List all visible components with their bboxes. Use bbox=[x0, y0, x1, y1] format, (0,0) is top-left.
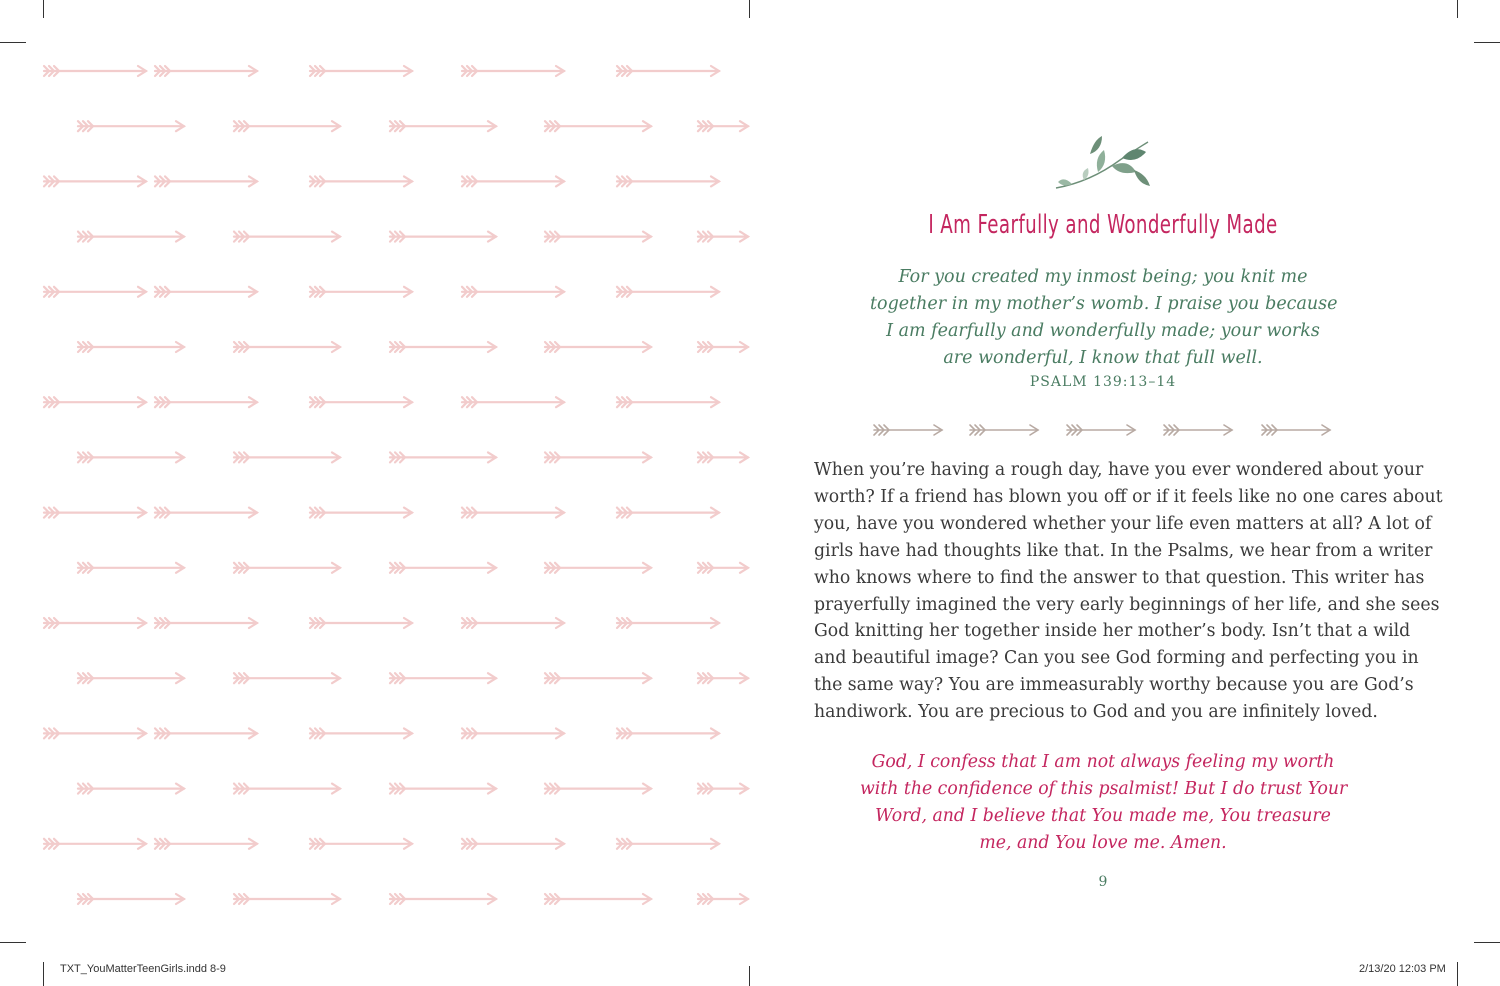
pattern-arrow bbox=[155, 728, 257, 738]
pattern-arrow bbox=[617, 397, 719, 407]
pattern-arrow bbox=[44, 397, 146, 407]
pattern-arrow bbox=[234, 563, 340, 573]
divider-arrow bbox=[874, 425, 942, 435]
pattern-arrow bbox=[155, 287, 257, 297]
body-line: God knitting her together inside her mother’s body. Isn’t that a wild bbox=[814, 621, 1411, 642]
leaf-sprig-icon bbox=[1050, 130, 1160, 200]
body-line: and beautiful image? Can you see God forming and perfecting you in bbox=[814, 648, 1419, 669]
body-line: handiwork. You are precious to God and you are infinitely loved. bbox=[814, 702, 1378, 723]
pattern-arrow bbox=[234, 673, 340, 683]
pattern-arrow bbox=[390, 673, 496, 683]
pattern-arrow bbox=[155, 397, 257, 407]
pattern-arrow bbox=[155, 176, 257, 186]
pattern-arrow bbox=[310, 66, 412, 76]
pattern-arrow bbox=[617, 176, 719, 186]
pattern-arrow bbox=[78, 121, 184, 131]
page-number: 9 bbox=[1098, 874, 1108, 890]
pattern-arrow bbox=[698, 232, 748, 242]
pattern-arrow bbox=[310, 618, 412, 628]
right-page bbox=[750, 0, 1500, 986]
divider-arrow bbox=[970, 425, 1038, 435]
pattern-arrow bbox=[310, 287, 412, 297]
pattern-arrow bbox=[462, 287, 564, 297]
pattern-arrow bbox=[545, 563, 651, 573]
pattern-arrow bbox=[155, 839, 257, 849]
pattern-arrow bbox=[234, 121, 340, 131]
pattern-arrow bbox=[698, 784, 748, 794]
pattern-arrow bbox=[617, 66, 719, 76]
pattern-arrow bbox=[310, 728, 412, 738]
slug-filename: TXT_YouMatterTeenGirls.indd 8-9 bbox=[60, 963, 226, 975]
divider-arrow bbox=[1067, 425, 1135, 435]
pattern-arrow bbox=[310, 508, 412, 518]
pattern-arrow bbox=[44, 839, 146, 849]
pattern-arrow bbox=[234, 232, 340, 242]
pattern-arrow bbox=[234, 452, 340, 462]
divider-arrow bbox=[1164, 425, 1232, 435]
pattern-arrow bbox=[545, 452, 651, 462]
pattern-arrow bbox=[234, 894, 340, 904]
pattern-arrow bbox=[462, 176, 564, 186]
pattern-arrow bbox=[545, 121, 651, 131]
page-title: I Am Fearfully and Wonderfully Made bbox=[928, 210, 1278, 240]
prayer-line: me, and You love me. Amen. bbox=[979, 833, 1227, 853]
prayer-line: with the confidence of this psalmist! But I do trust Your bbox=[860, 779, 1348, 799]
pattern-arrow bbox=[44, 287, 146, 297]
body-paragraph bbox=[814, 457, 1443, 726]
body-line: worth? If a friend has blown you off or if it feels like no one cares about bbox=[814, 486, 1443, 507]
pattern-arrow bbox=[155, 66, 257, 76]
pattern-arrow bbox=[390, 232, 496, 242]
pattern-arrow bbox=[390, 452, 496, 462]
pattern-arrow bbox=[462, 839, 564, 849]
pattern-arrow bbox=[545, 894, 651, 904]
pattern-arrow bbox=[78, 452, 184, 462]
pattern-arrow bbox=[78, 342, 184, 352]
pattern-arrow bbox=[234, 342, 340, 352]
pattern-arrow bbox=[462, 618, 564, 628]
arrow-divider bbox=[870, 418, 1340, 442]
pattern-arrow bbox=[698, 121, 748, 131]
scripture-verse bbox=[870, 264, 1336, 372]
pattern-arrow bbox=[390, 121, 496, 131]
pattern-arrow bbox=[44, 618, 146, 628]
prayer-line: Word, and I believe that You made me, You treasure bbox=[875, 806, 1331, 826]
pattern-arrow bbox=[462, 397, 564, 407]
pattern-arrow bbox=[44, 66, 146, 76]
pattern-arrow bbox=[310, 397, 412, 407]
body-line: you, have you wondered whether your life even matters at all? A lot of bbox=[814, 513, 1432, 534]
pattern-arrow bbox=[698, 894, 748, 904]
pattern-arrow bbox=[462, 508, 564, 518]
pattern-arrow bbox=[44, 508, 146, 518]
pattern-arrow bbox=[617, 287, 719, 297]
pattern-arrow bbox=[155, 508, 257, 518]
pattern-arrow bbox=[617, 618, 719, 628]
pattern-arrow bbox=[617, 839, 719, 849]
pattern-arrow bbox=[698, 452, 748, 462]
pattern-arrow bbox=[545, 342, 651, 352]
pattern-arrow bbox=[310, 839, 412, 849]
body-line: When you’re having a rough day, have you ever wondered about your bbox=[814, 460, 1424, 480]
prayer bbox=[860, 749, 1346, 857]
verse-line: For you created my inmost being; you knit me bbox=[898, 267, 1308, 287]
pattern-arrow bbox=[545, 784, 651, 794]
pattern-arrow bbox=[390, 342, 496, 352]
pattern-arrow bbox=[698, 563, 748, 573]
body-line: girls have had thoughts like that. In the Psalms, we hear from a writer bbox=[814, 540, 1433, 561]
divider-arrow bbox=[1262, 425, 1330, 435]
pattern-arrow bbox=[698, 673, 748, 683]
verse-line: together in my mother’s womb. I praise you because bbox=[870, 294, 1338, 314]
verse-line: I am fearfully and wonderfully made; your works bbox=[886, 321, 1320, 341]
body-line: who knows where to find the answer to that question. This writer has bbox=[814, 567, 1425, 588]
pattern-arrow bbox=[617, 508, 719, 518]
pattern-arrow bbox=[78, 784, 184, 794]
pattern-arrow bbox=[155, 618, 257, 628]
pattern-arrow bbox=[617, 728, 719, 738]
pattern-arrow bbox=[310, 176, 412, 186]
pattern-arrow bbox=[44, 176, 146, 186]
body-line: the same way? You are immeasurably worthy because you are God’s bbox=[814, 675, 1414, 696]
pattern-arrow bbox=[78, 232, 184, 242]
pattern-arrow bbox=[545, 232, 651, 242]
pattern-arrow bbox=[390, 563, 496, 573]
pattern-arrow bbox=[698, 342, 748, 352]
pattern-arrow bbox=[78, 563, 184, 573]
pattern-arrow bbox=[390, 894, 496, 904]
verse-reference: PSALM 139:13–14 bbox=[1029, 374, 1177, 390]
pattern-arrow bbox=[78, 673, 184, 683]
pattern-arrow bbox=[78, 894, 184, 904]
slug-timestamp: 2/13/20 12:03 PM bbox=[1359, 963, 1446, 975]
body-line: prayerfully imagined the very early beginnings of her life, and she sees bbox=[814, 594, 1440, 615]
pattern-arrow bbox=[545, 673, 651, 683]
prayer-line: God, I confess that I am not always feeling my worth bbox=[871, 752, 1335, 772]
pattern-arrow bbox=[462, 728, 564, 738]
pattern-arrow bbox=[462, 66, 564, 76]
pattern-arrow bbox=[44, 728, 146, 738]
verse-line: are wonderful, I know that full well. bbox=[943, 348, 1263, 368]
pattern-arrow bbox=[234, 784, 340, 794]
pattern-arrow bbox=[390, 784, 496, 794]
